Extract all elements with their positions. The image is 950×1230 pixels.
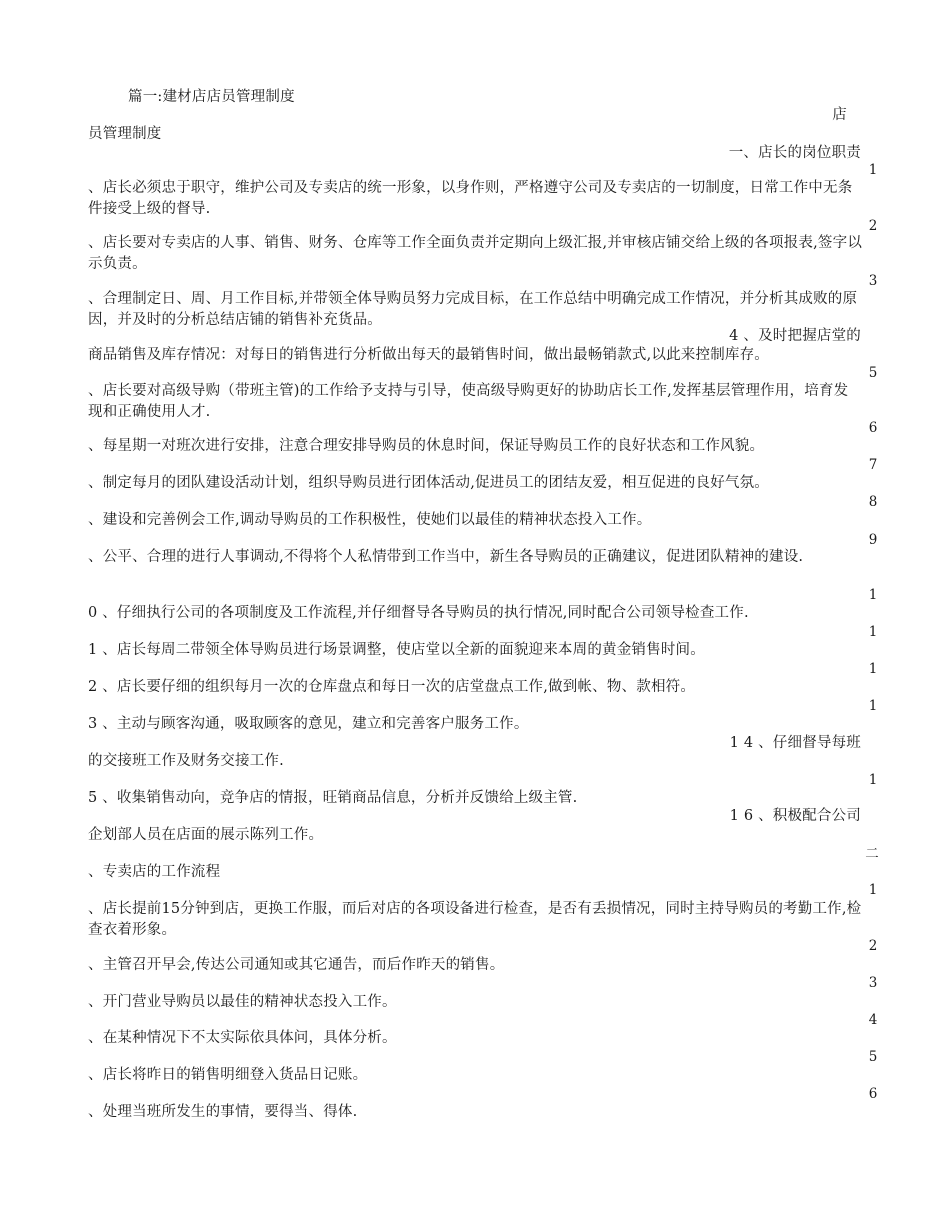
list-item: 、开门营业导购员以最佳的精神状态投入工作。 xyxy=(88,994,397,1010)
list-item: 、店长要对高级导购（带班主管)的工作给予支持与引导，使高级导购更好的协助店长工作,发挥基层管理作用，培育发现和正确使用人才. xyxy=(88,383,849,420)
item-number: 1 xyxy=(868,698,878,714)
list-item: 、店长必须忠于职守，维护公司及专卖店的统一形象，以身作则，严格遵守公司及专卖店的一切制度，日常工作中无条件接受上级的督导. xyxy=(88,180,853,217)
item-lead: 1 6 、积极配合公司 xyxy=(729,808,861,824)
list-item: 企划部人员在店面的展示陈列工作。 xyxy=(88,827,324,843)
list-item: 商品销售及库存情况：对每日的销售进行分析做出每天的最销售时间，做出最畅销款式,以此来控制库存。 xyxy=(88,347,770,363)
list-item: 1 、店长每周二带领全体导购员进行场景调整，使店堂以全新的面貌迎来本周的黄金销售时间。 xyxy=(88,642,705,658)
subtitle: 员管理制度 xyxy=(88,126,162,142)
item-number: 1 xyxy=(868,882,878,898)
list-item: 、每星期一对班次进行安排，注意合理安排导购员的休息时间，保证导购员工作的良好状态和工作风貌。 xyxy=(88,438,765,454)
section-1-heading: 一、店长的岗位职责 xyxy=(728,145,861,161)
subtitle-fragment: 店 xyxy=(832,107,847,123)
item-lead: 4 、及时把握店堂的 xyxy=(729,328,861,344)
item-number: 1 xyxy=(868,772,878,788)
item-number: 6 xyxy=(868,1086,878,1102)
item-number: 4 xyxy=(868,1012,878,1028)
item-number: 5 xyxy=(868,1049,878,1065)
list-item: 5 、收集销售动向，竞争店的情报，旺销商品信息，分析并反馈给上级主管. xyxy=(88,790,578,806)
document-title: 篇一:建材店店员管理制度 xyxy=(128,89,295,105)
list-item: 、主管召开早会,传达公司通知或其它通告，而后作昨天的销售。 xyxy=(88,957,505,973)
item-number: 3 xyxy=(868,975,878,991)
item-number: 7 xyxy=(868,457,878,473)
list-item: 、店长将昨日的销售明细登入货品日记账。 xyxy=(88,1067,368,1083)
item-number: 3 xyxy=(868,273,878,289)
list-item: 3 、主动与顾客沟通，吸取顾客的意见，建立和完善客户服务工作。 xyxy=(88,716,529,732)
list-item: 2 、店长要仔细的组织每月一次的仓库盘点和每日一次的店堂盘点工作,做到帐、物、款相符。 xyxy=(88,679,696,695)
item-lead: 1 4 、仔细督导每班 xyxy=(729,735,861,751)
item-number: 1 xyxy=(868,624,878,640)
item-number: 5 xyxy=(868,365,878,381)
item-number: 6 xyxy=(868,420,878,436)
section-2-heading: 、专卖店的工作流程 xyxy=(88,864,221,880)
list-item: 、建设和完善例会工作,调动导购员的工作积极性，使她们以最佳的精神状态投入工作。 xyxy=(88,512,652,528)
item-number: 1 xyxy=(868,162,878,178)
section-2-number: 二 xyxy=(865,846,879,862)
list-item: 、店长提前15分钟到店，更换工作服，而后对店的各项设备进行检查，是否有丢损情况，同时主持导购员的考勤工作,检查衣着形象。 xyxy=(88,901,862,938)
list-item: 、制定每月的团队建设活动计划，组织导购员进行团体活动,促进员工的团结友爱，相互促进的良好气氛。 xyxy=(88,475,770,491)
list-item: 、处理当班所发生的事情，要得当、得体. xyxy=(88,1104,358,1120)
item-number: 1 xyxy=(868,587,878,603)
list-item: 、公平、合理的进行人事调动,不得将个人私情带到工作当中，新生各导购员的正确建议，促进团队精神的建设. xyxy=(88,549,804,565)
list-item: 的交接班工作及财务交接工作. xyxy=(88,753,284,769)
item-number: 2 xyxy=(868,218,878,234)
item-number: 2 xyxy=(868,938,878,954)
item-number: 9 xyxy=(868,532,878,548)
list-item: 、合理制定日、周、月工作目标,并带领全体导购员努力完成目标，在工作总结中明确完成工作情况，并分析其成败的原因，并及时的分析总结店铺的销售补充货品。 xyxy=(88,291,858,328)
list-item: 0 、仔细执行公司的各项制度及工作流程,并仔细督导各导购员的执行情况,同时配合公司领导检查工作. xyxy=(88,605,749,621)
list-item: 、店长要对专卖店的人事、销售、财务、仓库等工作全面负责并定期向上级汇报,并审核店铺交给上级的各项报表,签字以示负责。 xyxy=(88,235,863,272)
list-item: 、在某种情况下不太实际依具体问，具体分析。 xyxy=(88,1030,397,1046)
item-number: 8 xyxy=(868,494,878,510)
item-number: 1 xyxy=(868,661,878,677)
